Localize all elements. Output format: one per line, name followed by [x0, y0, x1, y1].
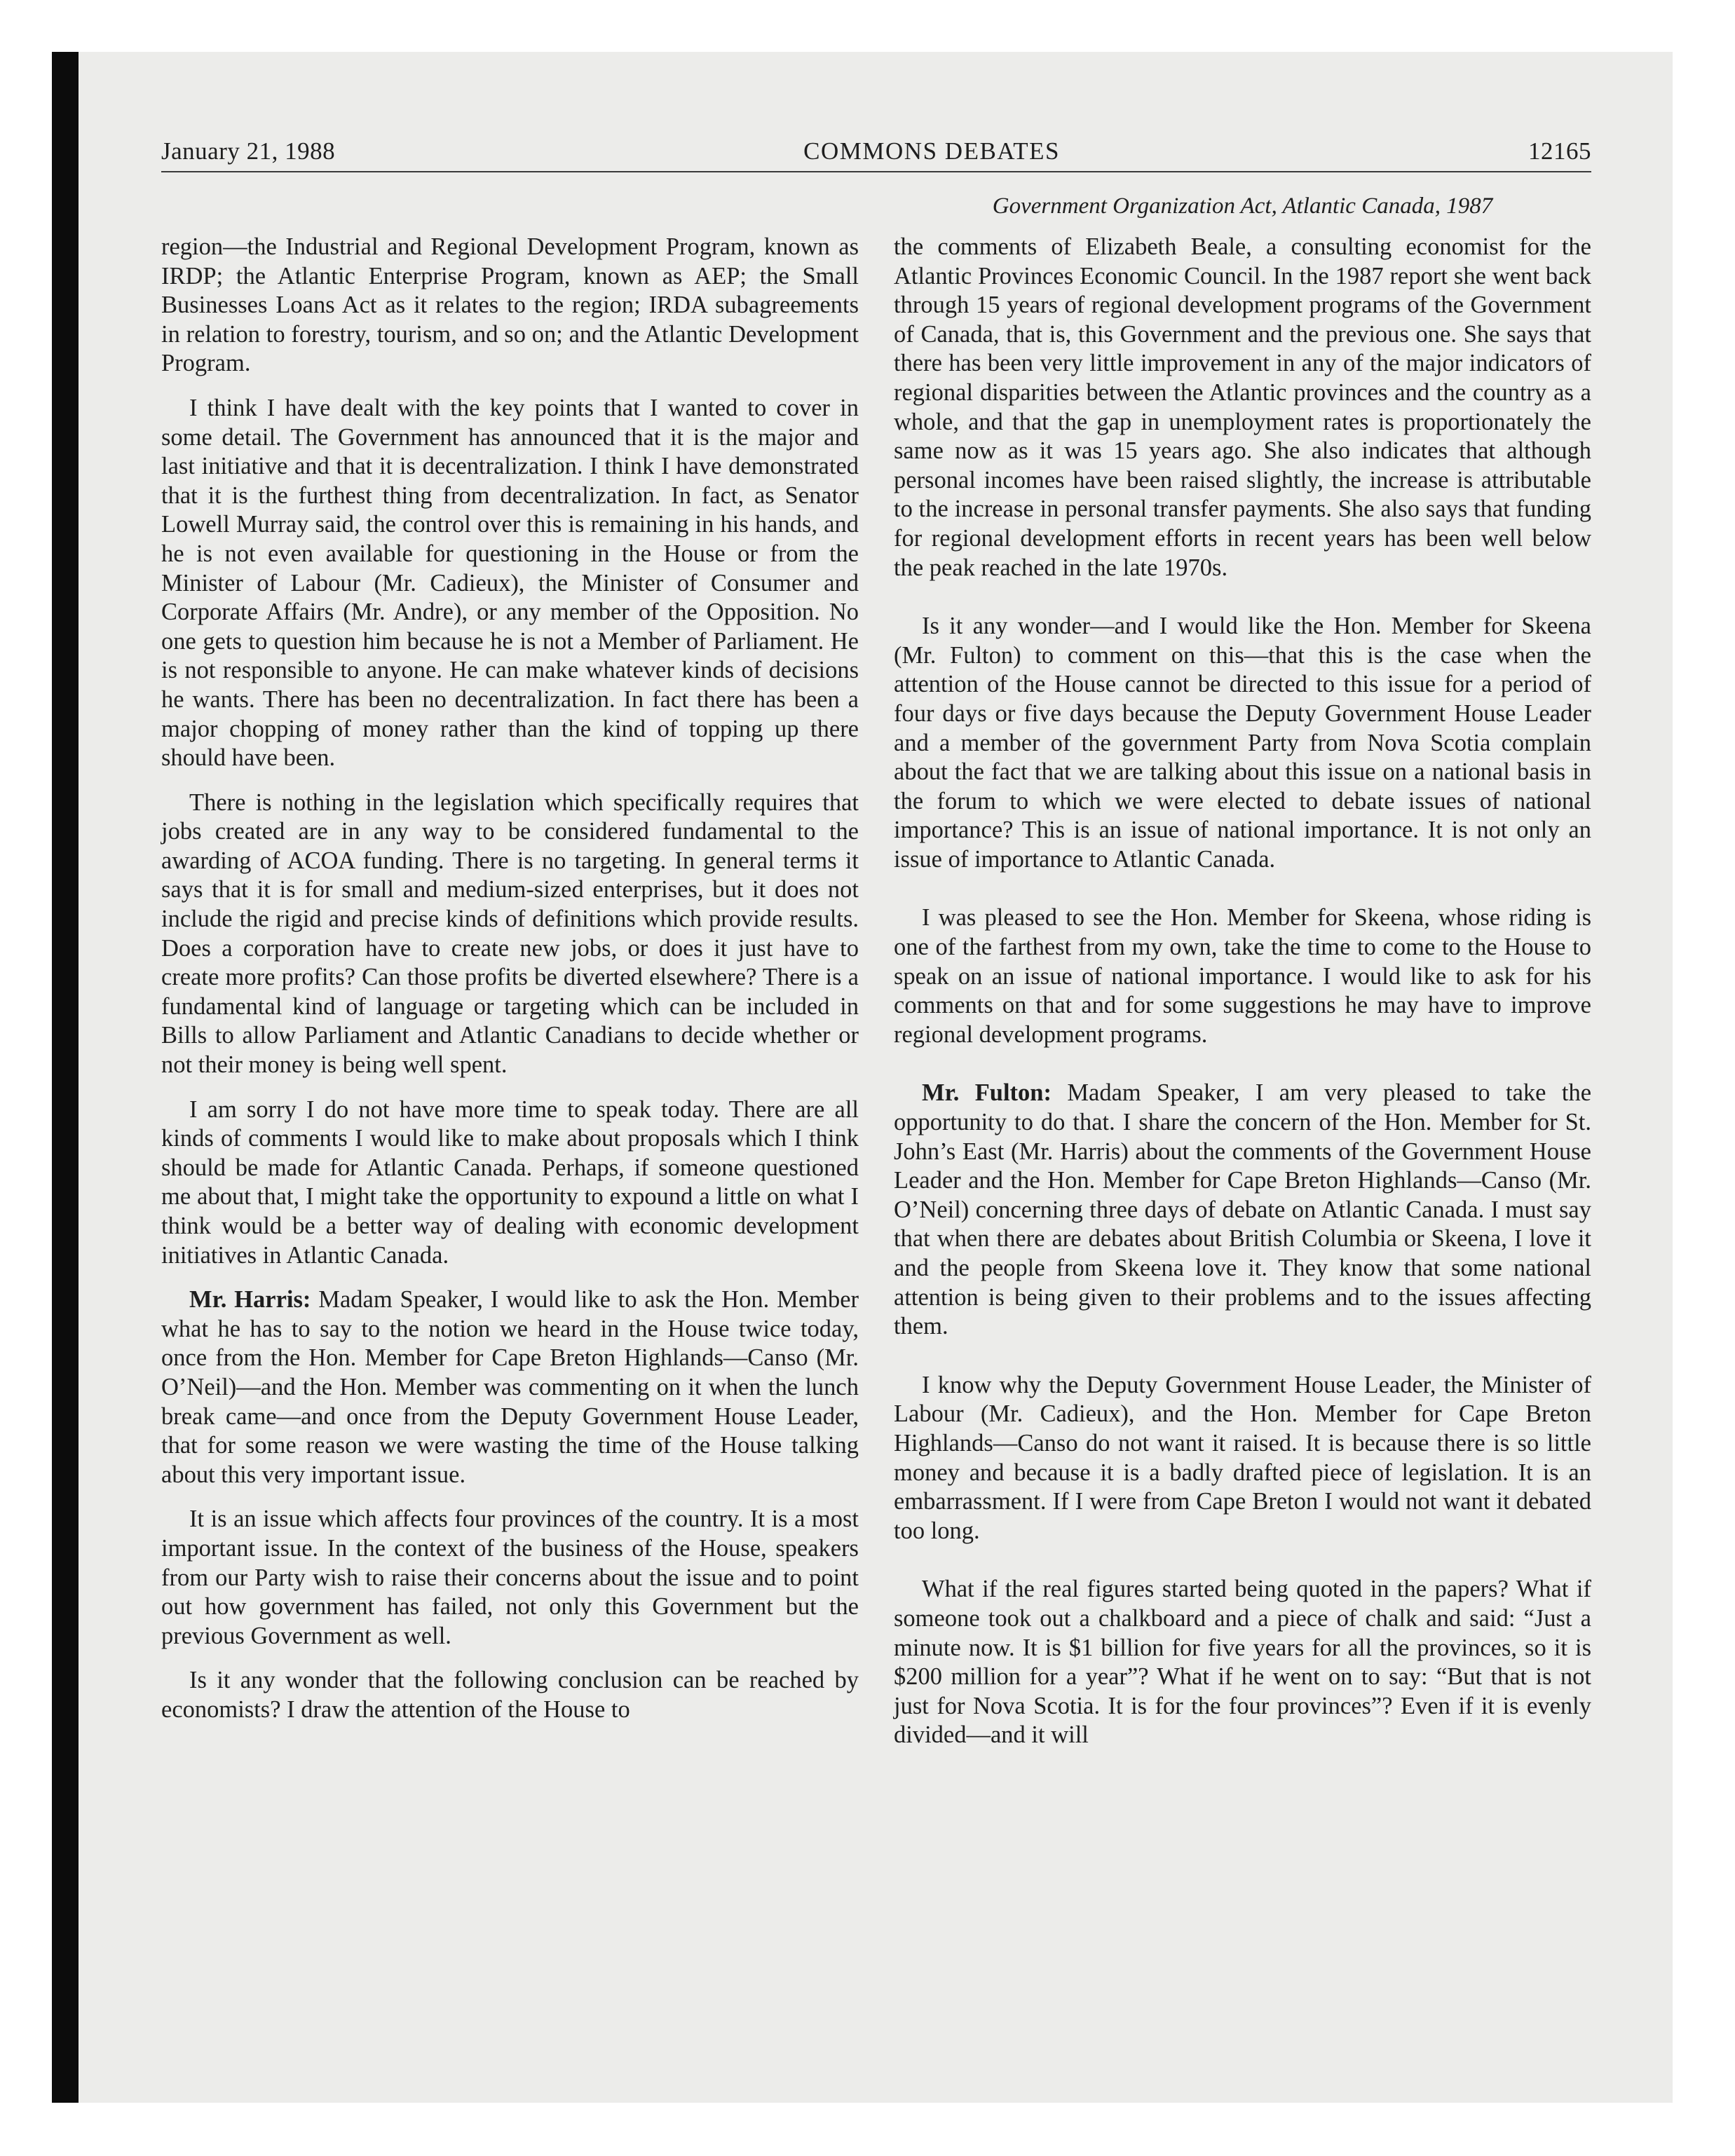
paragraph: I know why the Deputy Government House Leader, the Minister of Labour (Mr. Cadieux), and the Hon. Member for Cape Breton Highlands—Canso do not want it raised. It is because there is so little money and because it is a badly drafted piece of legislation. It is an embarrassment. If I were from Cape Breton I would not want it debated too long. [894, 1371, 1591, 1544]
speech-text: Madam Speaker, I would like to ask the Hon. Member what he has to say to the notion we heard in the House twice today, once from the Hon. Member for Cape Breton Highlands—Canso (Mr. O’Neil)—and the Hon. Member was commenting on it when the lunch break came—and once from the Deputy Government House Leader, that for some reason we were wasting the time of the House talking about this very important issue. [161, 1286, 859, 1488]
header-date: January 21, 1988 [161, 137, 336, 165]
paragraph: It is an issue which affects four provinces of the country. It is a most important issue. In the context of the business of the House, speakers from our Party wish to raise their concerns about the issue and to point out how government has failed, not only this Government but the previous Government as well. [161, 1506, 859, 1649]
speaker-name: Mr. Harris: [189, 1286, 311, 1314]
page-header [161, 137, 1591, 165]
paragraph: What if the real figures started being quoted in the papers? What if someone took out a chalkboard and a piece of chalk and said: “Just a minute now. It is $1 billion for five years for all the provinces, so it is $200 million for a year”? What if he went on to say: “But that is not just for Nova Scotia. It is for the four provinces”? Even if it is evenly divided—and it will [894, 1576, 1591, 1749]
paragraph: I was pleased to see the Hon. Member for Skeena, whose riding is one of the farthest from my own, take the time to come to the House to speak on an issue of national importance. I would like to ask for his comments on that and for some suggestions he may have to improve regional development programs. [894, 904, 1591, 1048]
speaker-paragraph [894, 1079, 1591, 1341]
paragraph: region—the Industrial and Regional Development Program, known as IRDP; the Atlantic Enterprise Program, known as AEP; the Small Businesses Loans Act as it relates to the region; IRDA subagreements in relation to forestry, tourism, and so on; and the Atlantic Development Program. [161, 233, 859, 377]
header-page-number: 12165 [1528, 137, 1591, 165]
speech-text: Madam Speaker, I am very pleased to take the opportunity to do that. I share the concern of the Hon. Member for St. John’s East (Mr. Harris) about the comments of the Government House Leader and the Hon. Member for Cape Breton Highlands—Canso (Mr. O’Neil) concerning three days of debate on Atlantic Canada. I must say that when there are debates about British Columbia or Skeena, I love it and the people from Skeena love it. They know that some national attention is being given to their problems and to the issues affecting them. [894, 1079, 1592, 1340]
speaker-name: Mr. Fulton: [922, 1079, 1052, 1107]
right-column [894, 233, 1591, 1750]
subject-heading: Government Organization Act, Atlantic Canada, 1987 [992, 193, 1493, 219]
header-title: COMMONS DEBATES [803, 137, 1060, 165]
paragraph: Is it any wonder that the following conclusion can be reached by economists? I draw the attention of the House to [161, 1667, 859, 1723]
paragraph: I think I have dealt with the key points that I wanted to cover in some detail. The Government has announced that it is the major and last initiative and that it is decentralization. I think I have demonstrated that it is the furthest thing from decentralization. In fact, as Senator Lowell Murray said, the control over this is remaining in his hands, and he is not even available for questioning in the House or from the Minister of Labour (Mr. Cadieux), the Minister of Consumer and Corporate Affairs (Mr. Andre), or any member of the Opposition. No one gets to question him because he is not a Member of Parliament. He is not responsible to anyone. He can make whatever kinds of decisions he wants. There has been no decentralization. In fact there has been a major chopping of money rather than the kind of topping up there should have been. [161, 394, 859, 772]
left-column [161, 233, 859, 1725]
binding-edge [52, 52, 79, 2103]
paragraph: Is it any wonder—and I would like the Hon. Member for Skeena (Mr. Fulton) to comment on this—that this is the case when the attention of the House cannot be directed to this issue for a period of four days or five days because the Deputy Government House Leader and a member of the government Party from Nova Scotia complain about the fact that we are talking about this issue on a national basis in the forum to which we were elected to debate issues of national importance? This is an issue of national importance. It is not only an issue of importance to Atlantic Canada. [894, 613, 1591, 873]
speaker-paragraph [161, 1285, 859, 1489]
header-rule [161, 171, 1591, 172]
paragraph: I am sorry I do not have more time to speak today. There are all kinds of comments I would like to make about proposals which I think should be made for Atlantic Canada. Perhaps, if someone questioned me about that, I might take the opportunity to expound a little on what I think would be a better way of dealing with economic development initiatives in Atlantic Canada. [161, 1096, 859, 1269]
paragraph: There is nothing in the legislation which specifically requires that jobs created are in any way to be considered fundamental to the awarding of ACOA funding. There is no targeting. In general terms it says that it is for small and medium-sized enterprises, but it does not include the rigid and precise kinds of definitions which provide results. Does a corporation have to create new jobs, or does it just have to create more profits? Can those profits be diverted elsewhere? There is a fundamental kind of language or targeting which can be included in Bills to allow Parliament and Atlantic Canadians to decide whether or not their money is being well spent. [161, 789, 859, 1079]
paragraph: the comments of Elizabeth Beale, a consulting economist for the Atlantic Provinces Economic Council. In the 1987 report she went back through 15 years of regional development programs of the Government of Canada, that is, this Government and the previous one. She says that there has been very little improvement in any of the major indicators of regional disparities between the Atlantic provinces and the country as a whole, and that the gap in unemployment rates is proportionately the same now as it was 15 years ago. She also indicates that although personal incomes have been raised slightly, the increase is attributable to the increase in personal transfer payments. She also says that funding for regional development efforts in recent years has been well below the peak reached in the late 1970s. [894, 233, 1591, 581]
